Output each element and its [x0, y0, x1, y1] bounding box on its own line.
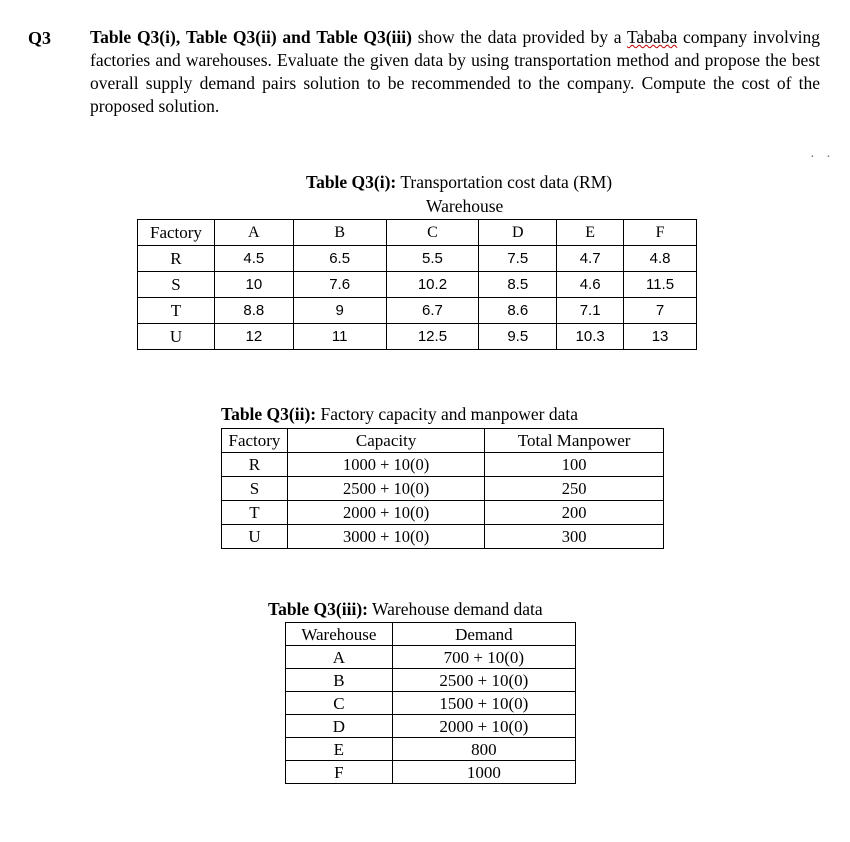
factory-cell: T	[222, 501, 288, 525]
column-header: C	[386, 220, 479, 246]
cost-cell: 6.5	[293, 246, 386, 272]
table-header-row	[138, 220, 697, 246]
table2-caption	[221, 404, 578, 425]
cost-cell: 4.7	[557, 246, 624, 272]
warehouse-demand-table	[285, 622, 576, 784]
table-row	[138, 246, 697, 272]
factory-cell: R	[138, 246, 215, 272]
warehouse-cell: B	[286, 669, 393, 692]
manpower-cell: 250	[485, 477, 664, 501]
cost-cell: 7	[624, 298, 697, 324]
table3-caption	[268, 599, 543, 620]
table-row	[286, 715, 576, 738]
and-word: and	[282, 27, 311, 47]
table2-caption-title: Factory capacity and manpower data	[320, 404, 579, 424]
cost-cell: 6.7	[386, 298, 479, 324]
table-row	[222, 453, 664, 477]
question-text	[90, 26, 820, 118]
table3-caption-label: Table Q3(iii):	[268, 599, 368, 619]
cost-cell: 11.5	[624, 272, 697, 298]
table-row	[286, 738, 576, 761]
factory-cell: U	[222, 525, 288, 549]
table-row	[286, 669, 576, 692]
table-row	[138, 324, 697, 350]
column-header: D	[479, 220, 557, 246]
demand-cell: 700 + 10(0)	[392, 646, 575, 669]
company-name: Tababa	[626, 27, 678, 47]
factory-cell: S	[138, 272, 215, 298]
demand-cell: 2500 + 10(0)	[392, 669, 575, 692]
cost-cell: 5.5	[386, 246, 479, 272]
table3-caption-title: Warehouse demand data	[372, 599, 543, 619]
factory-cell: R	[222, 453, 288, 477]
factory-capacity-table	[221, 428, 664, 549]
stray-marks: · ·	[810, 150, 835, 165]
column-header: A	[214, 220, 293, 246]
row-header: Factory	[138, 220, 215, 246]
cost-cell: 8.8	[214, 298, 293, 324]
cost-cell: 10.3	[557, 324, 624, 350]
manpower-cell: 200	[485, 501, 664, 525]
warehouse-cell: A	[286, 646, 393, 669]
table1-caption	[306, 172, 612, 193]
table2-caption-label: Table Q3(ii):	[221, 404, 317, 424]
table1-group-header: Warehouse	[426, 196, 504, 216]
cost-cell: 12	[214, 324, 293, 350]
cost-cell: 11	[293, 324, 386, 350]
cost-cell: 4.5	[214, 246, 293, 272]
cost-cell: 8.5	[479, 272, 557, 298]
table-row	[286, 761, 576, 784]
table-ref-2: Table Q3(ii)	[185, 27, 277, 47]
column-header: Factory	[222, 429, 288, 453]
table-row	[286, 692, 576, 715]
cost-cell: 4.8	[624, 246, 697, 272]
cost-cell: 13	[624, 324, 697, 350]
factory-cell: U	[138, 324, 215, 350]
column-header: B	[293, 220, 386, 246]
demand-cell: 1500 + 10(0)	[392, 692, 575, 715]
table-ref-3: Table Q3(iii)	[316, 27, 412, 47]
table1-caption-label: Table Q3(i):	[306, 172, 397, 192]
manpower-cell: 100	[485, 453, 664, 477]
capacity-cell: 1000 + 10(0)	[287, 453, 484, 477]
cost-cell: 9.5	[479, 324, 557, 350]
table-row	[138, 272, 697, 298]
cost-cell: 7.6	[293, 272, 386, 298]
capacity-cell: 2000 + 10(0)	[287, 501, 484, 525]
factory-cell: S	[222, 477, 288, 501]
warehouse-cell: D	[286, 715, 393, 738]
table-ref-1: Table Q3(i),	[90, 27, 181, 47]
warehouse-cell: E	[286, 738, 393, 761]
demand-cell: 2000 + 10(0)	[392, 715, 575, 738]
cost-cell: 7.1	[557, 298, 624, 324]
table-header-row	[286, 623, 576, 646]
table-row	[138, 298, 697, 324]
column-header: Capacity	[287, 429, 484, 453]
question-text-part-2: company involving factories and warehouses. Evaluate the given data by using transportation method and propose the best overall supply demand pairs solution to be recommended to the company. Compute the cost of the proposed solution.	[90, 27, 820, 116]
table-row	[286, 646, 576, 669]
cost-cell: 7.5	[479, 246, 557, 272]
cost-cell: 10.2	[386, 272, 479, 298]
warehouse-cell: F	[286, 761, 393, 784]
transportation-cost-table	[137, 219, 697, 350]
column-header: Warehouse	[286, 623, 393, 646]
table-header-row	[222, 429, 664, 453]
column-header: F	[624, 220, 697, 246]
table-row	[222, 501, 664, 525]
table-row	[222, 477, 664, 501]
capacity-cell: 3000 + 10(0)	[287, 525, 484, 549]
cost-cell: 10	[214, 272, 293, 298]
cost-cell: 4.6	[557, 272, 624, 298]
table1-caption-title: Transportation cost data (RM)	[400, 172, 613, 192]
warehouse-cell: C	[286, 692, 393, 715]
demand-cell: 800	[392, 738, 575, 761]
capacity-cell: 2500 + 10(0)	[287, 477, 484, 501]
factory-cell: T	[138, 298, 215, 324]
question-number: Q3	[28, 28, 52, 48]
table-row	[222, 525, 664, 549]
column-header: Demand	[392, 623, 575, 646]
cost-cell: 9	[293, 298, 386, 324]
cost-cell: 12.5	[386, 324, 479, 350]
cost-cell: 8.6	[479, 298, 557, 324]
column-header: Total Manpower	[485, 429, 664, 453]
manpower-cell: 300	[485, 525, 664, 549]
demand-cell: 1000	[392, 761, 575, 784]
question-text-part-1: show the data provided by a	[417, 27, 622, 47]
column-header: E	[557, 220, 624, 246]
